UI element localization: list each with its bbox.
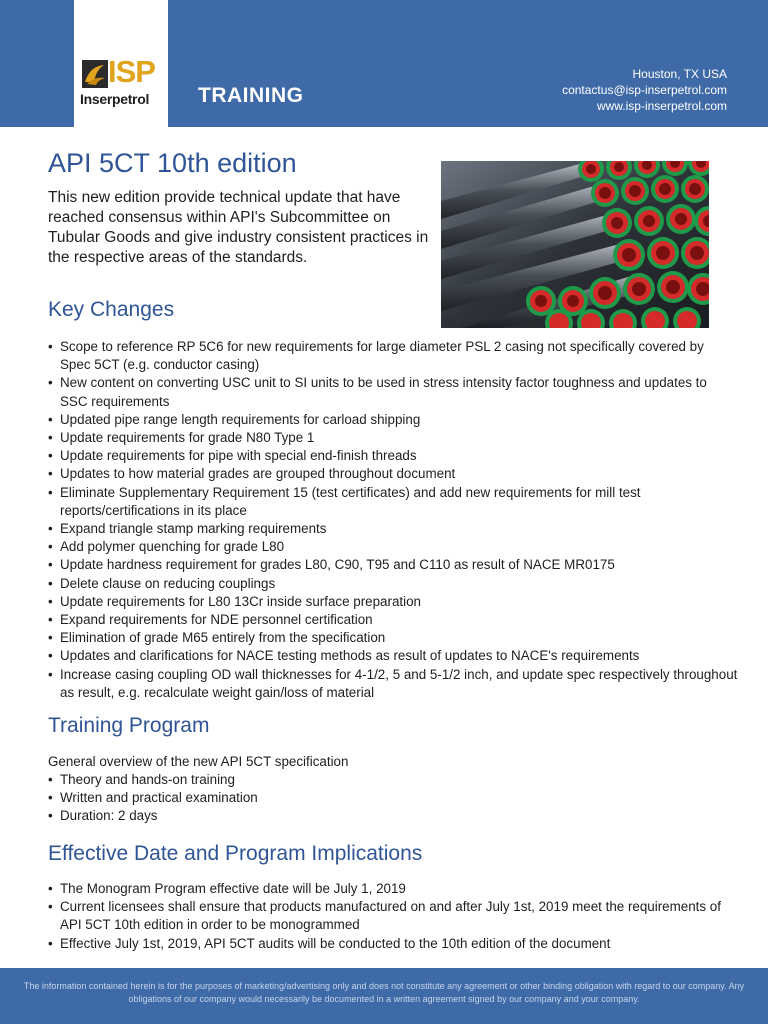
list-item: • Update hardness requirement for grades L80, C90, T95 and C110 as result of NACE MR0175: [48, 556, 738, 574]
list-item: • Update requirements for L80 13Cr inside surface preparation: [48, 593, 738, 611]
company-logo[interactable]: [74, 0, 168, 127]
list-item: • The Monogram Program effective date will be July 1, 2019: [48, 880, 738, 898]
contact-website[interactable]: www.isp-inserpetrol.com: [596, 99, 727, 113]
list-item: • Current licensees shall ensure that products manufactured on and after July 1st, 2019 meet the requirements of API 5CT 10th edition in order to be monogrammed: [48, 898, 738, 934]
list-item: • Expand requirements for NDE personnel certification: [48, 611, 738, 629]
list-item: • Elimination of grade M65 entirely from the specification: [48, 629, 738, 647]
page-title: API 5CT 10th edition: [48, 148, 297, 178]
list-item: • Expand triangle stamp marking requirements: [48, 520, 738, 538]
list-item: • Update requirements for grade N80 Type 1: [48, 429, 738, 447]
list-item: • Delete clause on reducing couplings: [48, 575, 738, 593]
list-item: • Updates to how material grades are grouped throughout document: [48, 465, 738, 483]
list-item: • Effective July 1st, 2019, API 5CT audits will be conducted to the 10th edition of the document: [48, 935, 738, 953]
training-program-list: [48, 771, 738, 826]
effective-date-list: [48, 880, 738, 953]
training-overview: General overview of the new API 5CT specification: [48, 754, 349, 769]
list-item: • Update requirements for pipe with special end-finish threads: [48, 447, 738, 465]
list-item: • Increase casing coupling OD wall thicknesses for 4-1/2, 5 and 5-1/2 inch, and update spec respectively throughout as result, e.g. recalculate weight gain/loss of material: [48, 666, 738, 702]
list-item: • Duration: 2 days: [48, 807, 738, 825]
intro-paragraph: This new edition provide technical update that have reached consensus within API's Subcommittee on Tubular Goods and give industry consistent practices in the respective areas of the standards.: [48, 189, 429, 266]
pipe-stack-image: [441, 161, 709, 328]
list-item: • Updates and clarifications for NACE testing methods as result of updates to NACE's requirements: [48, 647, 738, 665]
effective-date-heading: Effective Date and Program Implications: [48, 842, 423, 865]
list-item: • Eliminate Supplementary Requirement 15 (test certificates) and add new requirements for mill test reports/certifications in its place: [48, 484, 738, 520]
logo-emblem-icon: [82, 60, 108, 88]
key-changes-list: [48, 338, 738, 702]
pipe-stack-photo: [441, 161, 709, 328]
logo-company-name: Inserpetrol: [80, 91, 150, 107]
contact-location: Houston, TX USA: [632, 67, 727, 81]
contact-email[interactable]: contactus@isp-inserpetrol.com: [562, 83, 727, 97]
list-item: • Scope to reference RP 5C6 for new requirements for large diameter PSL 2 casing not specifically covered by Spec 5CT (e.g. conductor casing): [48, 338, 738, 374]
list-item: • Add polymer quenching for grade L80: [48, 538, 738, 556]
section-label: TRAINING: [198, 84, 304, 107]
logo-text: ISP: [108, 54, 155, 89]
list-item: • Updated pipe range length requirements for carload shipping: [48, 411, 738, 429]
footer-bar: [0, 968, 768, 1024]
footer-disclaimer: The information contained herein is for the purposes of marketing/advertising only and does not constitute any agreement or other binding obligation with regard to our company. Any obligations of our company would necessarily be documented in a written agreement signed by our company and your company.: [23, 981, 745, 1004]
list-item: • Theory and hands-on training: [48, 771, 738, 789]
list-item: • Written and practical examination: [48, 789, 738, 807]
training-program-heading: Training Program: [48, 714, 210, 737]
header-bar: [0, 0, 768, 127]
contact-info: [562, 66, 727, 114]
key-changes-heading: Key Changes: [48, 298, 175, 321]
list-item: • New content on converting USC unit to SI units to be used in stress intensity factor toughness and updates to SSC requirements: [48, 374, 738, 410]
